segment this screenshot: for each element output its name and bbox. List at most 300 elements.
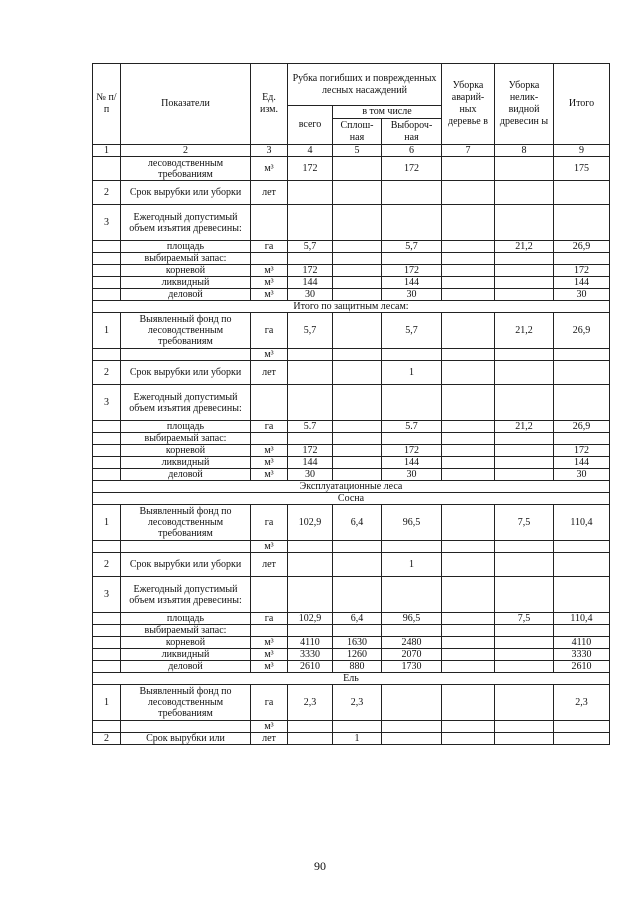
- value-cell: 3330: [288, 649, 333, 661]
- row-unit: м³: [251, 445, 288, 457]
- row-unit: [251, 385, 288, 421]
- row-number: 3: [93, 385, 121, 421]
- value-cell: 172: [288, 157, 333, 181]
- row-label: лесоводственным требованиям: [121, 157, 251, 181]
- value-cell: [333, 445, 382, 457]
- row-unit: м³: [251, 469, 288, 481]
- column-number-cell: 6: [382, 145, 442, 157]
- value-cell: 30: [288, 289, 333, 301]
- row-label: ликвидный: [121, 457, 251, 469]
- row-number: 2: [93, 181, 121, 205]
- value-cell: [442, 385, 495, 421]
- value-cell: [495, 577, 554, 613]
- value-cell: [333, 181, 382, 205]
- table-row: [93, 649, 610, 661]
- table-row: [93, 445, 610, 457]
- value-cell: [495, 277, 554, 289]
- value-cell: [288, 205, 333, 241]
- value-cell: 5,7: [288, 313, 333, 349]
- value-cell: 102,9: [288, 613, 333, 625]
- value-cell: [495, 733, 554, 745]
- value-cell: 144: [382, 457, 442, 469]
- row-number: [93, 157, 121, 181]
- table-row: [93, 421, 610, 433]
- value-cell: 7,5: [495, 613, 554, 625]
- row-label: выбираемый запас:: [121, 433, 251, 445]
- row-label: Срок вырубки или: [121, 733, 251, 745]
- table-row: [93, 721, 610, 733]
- table-row: [93, 253, 610, 265]
- row-label: Ежегодный допустимый объем изъятия древесины:: [121, 385, 251, 421]
- table-row: [93, 385, 610, 421]
- value-cell: [442, 541, 495, 553]
- value-cell: [495, 637, 554, 649]
- table-row: [93, 265, 610, 277]
- value-cell: [442, 661, 495, 673]
- value-cell: 6,4: [333, 613, 382, 625]
- value-cell: 172: [288, 265, 333, 277]
- column-number-cell: 2: [121, 145, 251, 157]
- table-row: [93, 661, 610, 673]
- value-cell: 1: [333, 733, 382, 745]
- value-cell: [442, 637, 495, 649]
- forest-felling-table: [92, 63, 610, 745]
- col-header-felling: Рубка погибших и поврежденных лесных насаждений: [288, 64, 442, 106]
- row-unit: м³: [251, 721, 288, 733]
- value-cell: [288, 541, 333, 553]
- value-cell: [333, 721, 382, 733]
- col-header-unmarketable: Уборка нелик-видной древесин ы: [495, 64, 554, 145]
- row-unit: га: [251, 685, 288, 721]
- value-cell: [382, 253, 442, 265]
- row-unit: м³: [251, 637, 288, 649]
- row-label: ликвидный: [121, 277, 251, 289]
- value-cell: 110,4: [554, 613, 610, 625]
- col-header-clear: Сплош-ная: [333, 119, 382, 145]
- value-cell: [495, 661, 554, 673]
- column-number-cell: 7: [442, 145, 495, 157]
- row-label: Срок вырубки или уборки: [121, 181, 251, 205]
- row-unit: лет: [251, 181, 288, 205]
- value-cell: 30: [554, 289, 610, 301]
- row-number: [93, 349, 121, 361]
- row-unit: [251, 577, 288, 613]
- value-cell: [495, 205, 554, 241]
- value-cell: [442, 253, 495, 265]
- value-cell: [333, 433, 382, 445]
- row-number: [93, 421, 121, 433]
- row-unit: м³: [251, 277, 288, 289]
- value-cell: [495, 157, 554, 181]
- column-number-cell: 9: [554, 145, 610, 157]
- value-cell: 110,4: [554, 505, 610, 541]
- column-number-cell: 3: [251, 145, 288, 157]
- row-number: [93, 241, 121, 253]
- value-cell: 96,5: [382, 613, 442, 625]
- value-cell: [495, 553, 554, 577]
- value-cell: [442, 157, 495, 181]
- col-header-unit: Ед. изм.: [251, 64, 288, 145]
- value-cell: [554, 541, 610, 553]
- row-label: выбираемый запас:: [121, 625, 251, 637]
- value-cell: [495, 625, 554, 637]
- value-cell: [382, 205, 442, 241]
- value-cell: [333, 349, 382, 361]
- value-cell: [442, 733, 495, 745]
- row-number: 3: [93, 577, 121, 613]
- row-label: Выявленный фонд по лесоводственным требованиям: [121, 313, 251, 349]
- value-cell: [554, 253, 610, 265]
- value-cell: [333, 241, 382, 253]
- value-cell: 21,2: [495, 241, 554, 253]
- row-label: корневой: [121, 637, 251, 649]
- value-cell: 144: [554, 457, 610, 469]
- row-label: ликвидный: [121, 649, 251, 661]
- row-label: деловой: [121, 289, 251, 301]
- value-cell: [442, 313, 495, 349]
- table-row: [93, 457, 610, 469]
- value-cell: [442, 205, 495, 241]
- value-cell: 172: [382, 445, 442, 457]
- value-cell: [554, 553, 610, 577]
- value-cell: [442, 721, 495, 733]
- value-cell: [554, 721, 610, 733]
- table-row: [93, 469, 610, 481]
- row-unit: лет: [251, 553, 288, 577]
- value-cell: [288, 253, 333, 265]
- value-cell: [495, 457, 554, 469]
- value-cell: [495, 253, 554, 265]
- row-label: площадь: [121, 421, 251, 433]
- value-cell: [288, 181, 333, 205]
- row-unit: га: [251, 241, 288, 253]
- value-cell: 2,3: [554, 685, 610, 721]
- value-cell: [495, 385, 554, 421]
- row-label: Выявленный фонд по лесоводственным требованиям: [121, 505, 251, 541]
- value-cell: [333, 157, 382, 181]
- row-number: 2: [93, 361, 121, 385]
- row-unit: га: [251, 313, 288, 349]
- value-cell: 144: [288, 277, 333, 289]
- row-unit: [251, 253, 288, 265]
- value-cell: [495, 361, 554, 385]
- value-cell: [382, 721, 442, 733]
- value-cell: [442, 553, 495, 577]
- value-cell: 172: [288, 445, 333, 457]
- row-number: [93, 253, 121, 265]
- value-cell: [554, 433, 610, 445]
- col-header-num: № п/п: [93, 64, 121, 145]
- table-row: [93, 625, 610, 637]
- value-cell: 21,2: [495, 421, 554, 433]
- value-cell: [495, 181, 554, 205]
- row-unit: лет: [251, 733, 288, 745]
- row-number: [93, 457, 121, 469]
- value-cell: [495, 265, 554, 277]
- value-cell: [442, 505, 495, 541]
- row-number: 2: [93, 733, 121, 745]
- value-cell: 4110: [288, 637, 333, 649]
- section-row: [93, 673, 610, 685]
- value-cell: 172: [382, 265, 442, 277]
- value-cell: [495, 349, 554, 361]
- value-cell: 3330: [554, 649, 610, 661]
- value-cell: [333, 265, 382, 277]
- value-cell: [333, 457, 382, 469]
- row-number: [93, 613, 121, 625]
- table-row: [93, 433, 610, 445]
- column-number-row: [93, 145, 610, 157]
- value-cell: [333, 541, 382, 553]
- section-title: Ель: [93, 673, 610, 685]
- column-number-cell: 4: [288, 145, 333, 157]
- row-unit: га: [251, 613, 288, 625]
- value-cell: 5.7: [382, 421, 442, 433]
- value-cell: 6,4: [333, 505, 382, 541]
- row-unit: [251, 625, 288, 637]
- value-cell: [333, 361, 382, 385]
- value-cell: 2480: [382, 637, 442, 649]
- value-cell: 7,5: [495, 505, 554, 541]
- row-label: Ежегодный допустимый объем изъятия древесины:: [121, 205, 251, 241]
- value-cell: [442, 241, 495, 253]
- value-cell: 1730: [382, 661, 442, 673]
- value-cell: [442, 349, 495, 361]
- value-cell: [554, 577, 610, 613]
- table-row: [93, 613, 610, 625]
- table-header: [93, 64, 610, 157]
- table-row: [93, 313, 610, 349]
- row-number: [93, 721, 121, 733]
- row-label: деловой: [121, 661, 251, 673]
- row-number: [93, 637, 121, 649]
- value-cell: [333, 553, 382, 577]
- row-unit: м³: [251, 649, 288, 661]
- value-cell: [495, 445, 554, 457]
- row-label: Срок вырубки или уборки: [121, 553, 251, 577]
- value-cell: [288, 553, 333, 577]
- value-cell: [554, 349, 610, 361]
- row-label: деловой: [121, 469, 251, 481]
- value-cell: [382, 625, 442, 637]
- value-cell: [554, 361, 610, 385]
- table-row: [93, 577, 610, 613]
- value-cell: [288, 361, 333, 385]
- row-label: Выявленный фонд по лесоводственным требованиям: [121, 685, 251, 721]
- value-cell: [442, 625, 495, 637]
- table-row: [93, 541, 610, 553]
- value-cell: 1630: [333, 637, 382, 649]
- value-cell: 172: [554, 265, 610, 277]
- value-cell: 172: [554, 445, 610, 457]
- value-cell: 2610: [554, 661, 610, 673]
- value-cell: [495, 541, 554, 553]
- value-cell: [333, 277, 382, 289]
- row-number: 1: [93, 313, 121, 349]
- value-cell: [382, 181, 442, 205]
- value-cell: [442, 289, 495, 301]
- row-unit: [251, 205, 288, 241]
- value-cell: [554, 181, 610, 205]
- value-cell: [442, 469, 495, 481]
- value-cell: 26,9: [554, 421, 610, 433]
- value-cell: 5,7: [382, 313, 442, 349]
- value-cell: 2,3: [288, 685, 333, 721]
- value-cell: [333, 289, 382, 301]
- row-number: [93, 433, 121, 445]
- table-row: [93, 505, 610, 541]
- row-unit: м³: [251, 541, 288, 553]
- value-cell: [382, 733, 442, 745]
- row-unit: м³: [251, 457, 288, 469]
- value-cell: [495, 721, 554, 733]
- value-cell: [442, 265, 495, 277]
- value-cell: [288, 385, 333, 421]
- value-cell: 172: [382, 157, 442, 181]
- value-cell: 4110: [554, 637, 610, 649]
- row-label: [121, 541, 251, 553]
- value-cell: [382, 577, 442, 613]
- value-cell: [442, 277, 495, 289]
- section-row: [93, 481, 610, 493]
- row-number: [93, 265, 121, 277]
- value-cell: [288, 349, 333, 361]
- value-cell: [333, 469, 382, 481]
- value-cell: 1: [382, 361, 442, 385]
- value-cell: [442, 361, 495, 385]
- row-unit: м³: [251, 265, 288, 277]
- table-row: [93, 361, 610, 385]
- table-body: [93, 157, 610, 745]
- value-cell: [288, 721, 333, 733]
- value-cell: 1260: [333, 649, 382, 661]
- value-cell: [382, 349, 442, 361]
- page-number: 90: [314, 859, 326, 873]
- row-number: [93, 289, 121, 301]
- value-cell: 26,9: [554, 313, 610, 349]
- value-cell: 2,3: [333, 685, 382, 721]
- row-number: 3: [93, 205, 121, 241]
- table-row: [93, 157, 610, 181]
- value-cell: [442, 685, 495, 721]
- row-label: выбираемый запас:: [121, 253, 251, 265]
- row-unit: га: [251, 421, 288, 433]
- value-cell: [442, 421, 495, 433]
- column-number-cell: 5: [333, 145, 382, 157]
- row-label: Срок вырубки или уборки: [121, 361, 251, 385]
- col-header-total: всего: [288, 106, 333, 145]
- row-unit: м³: [251, 157, 288, 181]
- table-row: [93, 637, 610, 649]
- value-cell: [495, 685, 554, 721]
- value-cell: 5,7: [382, 241, 442, 253]
- row-unit: га: [251, 505, 288, 541]
- col-header-selective: Выбороч-ная: [382, 119, 442, 145]
- value-cell: [495, 649, 554, 661]
- row-unit: м³: [251, 289, 288, 301]
- row-number: [93, 661, 121, 673]
- row-label: Ежегодный допустимый объем изъятия древесины:: [121, 577, 251, 613]
- section-title: Итого по защитным лесам:: [93, 301, 610, 313]
- value-cell: 96,5: [382, 505, 442, 541]
- column-number-cell: 8: [495, 145, 554, 157]
- row-number: [93, 445, 121, 457]
- value-cell: 175: [554, 157, 610, 181]
- value-cell: [442, 433, 495, 445]
- value-cell: 26,9: [554, 241, 610, 253]
- value-cell: 2070: [382, 649, 442, 661]
- column-number-cell: 1: [93, 145, 121, 157]
- value-cell: 30: [554, 469, 610, 481]
- value-cell: [288, 577, 333, 613]
- value-cell: [442, 181, 495, 205]
- value-cell: [333, 625, 382, 637]
- row-label: площадь: [121, 613, 251, 625]
- row-label: корневой: [121, 265, 251, 277]
- value-cell: [333, 421, 382, 433]
- value-cell: [442, 445, 495, 457]
- value-cell: [333, 253, 382, 265]
- value-cell: 2610: [288, 661, 333, 673]
- table-row: [93, 733, 610, 745]
- row-label: [121, 721, 251, 733]
- table-row: [93, 685, 610, 721]
- col-header-incl: в том числе: [333, 106, 442, 119]
- value-cell: 5.7: [288, 421, 333, 433]
- value-cell: 5,7: [288, 241, 333, 253]
- value-cell: [333, 385, 382, 421]
- value-cell: 880: [333, 661, 382, 673]
- row-label: площадь: [121, 241, 251, 253]
- section-row: [93, 301, 610, 313]
- section-title: Эксплуатационные леса: [93, 481, 610, 493]
- row-unit: лет: [251, 361, 288, 385]
- value-cell: [382, 433, 442, 445]
- row-number: [93, 625, 121, 637]
- value-cell: 102,9: [288, 505, 333, 541]
- value-cell: [382, 385, 442, 421]
- value-cell: [495, 469, 554, 481]
- table-row: [93, 277, 610, 289]
- table-row: [93, 289, 610, 301]
- value-cell: 144: [288, 457, 333, 469]
- section-title: Сосна: [93, 493, 610, 505]
- value-cell: [554, 205, 610, 241]
- value-cell: [554, 385, 610, 421]
- value-cell: [495, 289, 554, 301]
- row-number: [93, 649, 121, 661]
- value-cell: 30: [288, 469, 333, 481]
- row-label: [121, 349, 251, 361]
- row-number: 1: [93, 685, 121, 721]
- value-cell: [288, 733, 333, 745]
- section-row: [93, 493, 610, 505]
- value-cell: [442, 649, 495, 661]
- value-cell: [442, 613, 495, 625]
- value-cell: [495, 433, 554, 445]
- value-cell: [554, 625, 610, 637]
- value-cell: [382, 541, 442, 553]
- value-cell: 30: [382, 469, 442, 481]
- value-cell: [442, 457, 495, 469]
- table-row: [93, 349, 610, 361]
- value-cell: [442, 577, 495, 613]
- col-header-total-sum: Итого: [554, 64, 610, 145]
- value-cell: 30: [382, 289, 442, 301]
- value-cell: [333, 313, 382, 349]
- value-cell: [288, 625, 333, 637]
- row-unit: м³: [251, 661, 288, 673]
